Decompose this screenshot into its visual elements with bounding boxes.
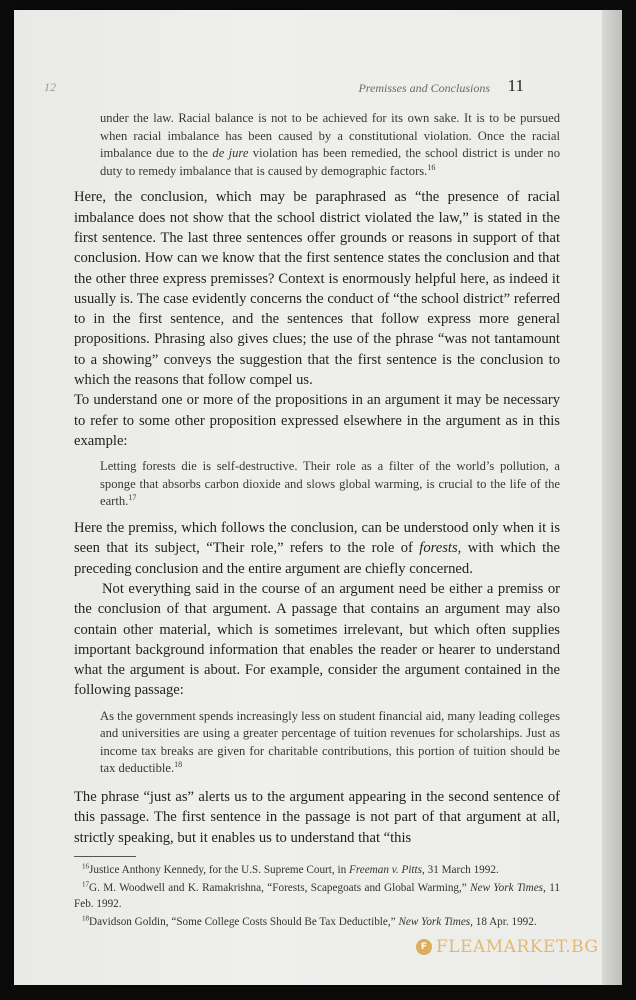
footnote-16-run-0: 16 — [82, 862, 89, 871]
page-number: 11 — [507, 76, 524, 95]
paragraph-conclusion-analysis — [74, 187, 560, 390]
para-2-run-0: To understand one or more of the propositions in an argument it may be necessary to refer to some other proposition expressed elsewhere in the argument as in this example: — [74, 392, 560, 449]
footnote-16-run-1: Justice Anthony Kennedy, for the U.S. Supreme Court, in — [89, 864, 349, 876]
paragraph-refer-other-proposition — [74, 390, 560, 451]
para-5-run-0: The phrase “just as” alerts us to the argument appearing in the second sentence of this passage. The first sentence in the passage is not part of that argument at all, strictly speaking, but it enables us to understand that “this — [74, 789, 560, 846]
block-3-run-0: As the government spends increasingly less on student financial aid, many leading colleges and universities are using a greater percentage of tuition revenues for scholarships. Just as income tax breaks are given for charitable contributions, this portion of tuition should be tax deductible. — [100, 708, 560, 776]
block-1-run-0: under the law. Racial balance is not to be achieved for its own sake. It is to be pursued when racial imbalance has been caused by a constitutional violation. Once the racial imbalance due to the — [100, 111, 560, 161]
block-1-run-1: de jure — [212, 146, 249, 161]
book-page — [14, 10, 602, 985]
page-edge-shadow — [602, 10, 622, 985]
running-head-title: Premisses and Conclusions — [358, 81, 490, 95]
footnote-rule — [74, 856, 136, 857]
paragraph-premiss-forests — [74, 518, 560, 579]
block-2-run-1: 17 — [128, 493, 137, 503]
running-head-left-mark: 12 — [44, 80, 56, 94]
para-4-run-0: Not everything said in the course of an argument need be either a premiss or the conclusion of that argument. A passage that contains an argument may also contain other material, which is sometimes irrelevant, but which often supplies important background information that enables the reader or hearer to understand what the argument is about. For example, consider the argument contained in the following passage: — [74, 580, 560, 699]
paragraph-just-as — [74, 787, 560, 848]
footnote-17-run-1: G. M. Woodwell and K. Ramakrishna, “Forests, Scapegoats and Global Warming,” — [89, 882, 471, 894]
footnote-17-run-3: 11 Feb. 1992. — [74, 882, 561, 910]
watermark-coin-icon: F — [416, 939, 432, 955]
page-body — [74, 110, 560, 848]
footnote-16-run-3: 31 March 1992. — [424, 864, 499, 876]
block-1-run-2: violation has been remedied, the school district is under no duty to remedy imbalance that is caused by demographic factors. — [100, 146, 560, 178]
footnote-17-run-0: 17 — [82, 880, 89, 889]
para-3-run-1: forests, — [419, 540, 462, 557]
watermark-text: FLEAMARKET.BG — [436, 937, 599, 957]
block-quote-tuition — [100, 708, 560, 778]
footnote-17-run-2: New York Times, — [470, 882, 546, 894]
footnote-18-run-1: Davidson Goldin, “Some College Costs Should Be Tax Deductible,” — [89, 916, 399, 928]
footnote-16-run-2: Freeman v. Pitts, — [348, 864, 425, 876]
block-1-run-3: 16 — [427, 162, 436, 172]
para-3-run-0: Here the premiss, which follows the conclusion, can be understood only when it is seen that its subject, “Their role,” refers to the role of — [74, 520, 560, 557]
footnote-18-run-3: 18 Apr. 1992. — [472, 916, 537, 928]
footnote-18 — [74, 914, 560, 930]
paragraph-not-everything — [74, 579, 560, 701]
footnote-16 — [74, 862, 560, 878]
block-quote-forests — [100, 458, 560, 511]
block-quote-kennedy — [100, 110, 560, 180]
footnotes — [74, 862, 560, 932]
block-3-run-1: 18 — [174, 760, 183, 770]
footnote-17 — [74, 880, 560, 912]
footnote-18-run-0: 18 — [82, 914, 89, 923]
watermark — [416, 936, 599, 958]
footnote-18-run-2: New York Times, — [398, 916, 473, 928]
para-1-run-0: Here, the conclusion, which may be paraphrased as “the presence of racial imbalance does not show that the school district violated the law,” is stated in the first sentence. The last three sentences offer grounds or reasons in support of that conclusion. How can we know that the first sentence states the conclusion and that the other three express premisses? Context is enormously helpful here, as indeed it usually is. The case evidently concerns the conduct of “the school district” referred to in the first sentence, and the sentences that follow express more general propositions. Phrasing also gives clues; the use of the phrase “was not tantamount to a showing” conveys the suggestion that the first sentence is the conclusion to which the reasons that follow compel us. — [74, 189, 560, 389]
block-2-run-0: Letting forests die is self-destructive. Their role as a filter of the world’s pollution, a sponge that absorbs carbon dioxide and slows global warming, is crucial to the life of the earth. — [100, 459, 560, 509]
para-3-run-2: with which the preceding conclusion and the entire argument are chiefly concerned. — [74, 540, 560, 577]
